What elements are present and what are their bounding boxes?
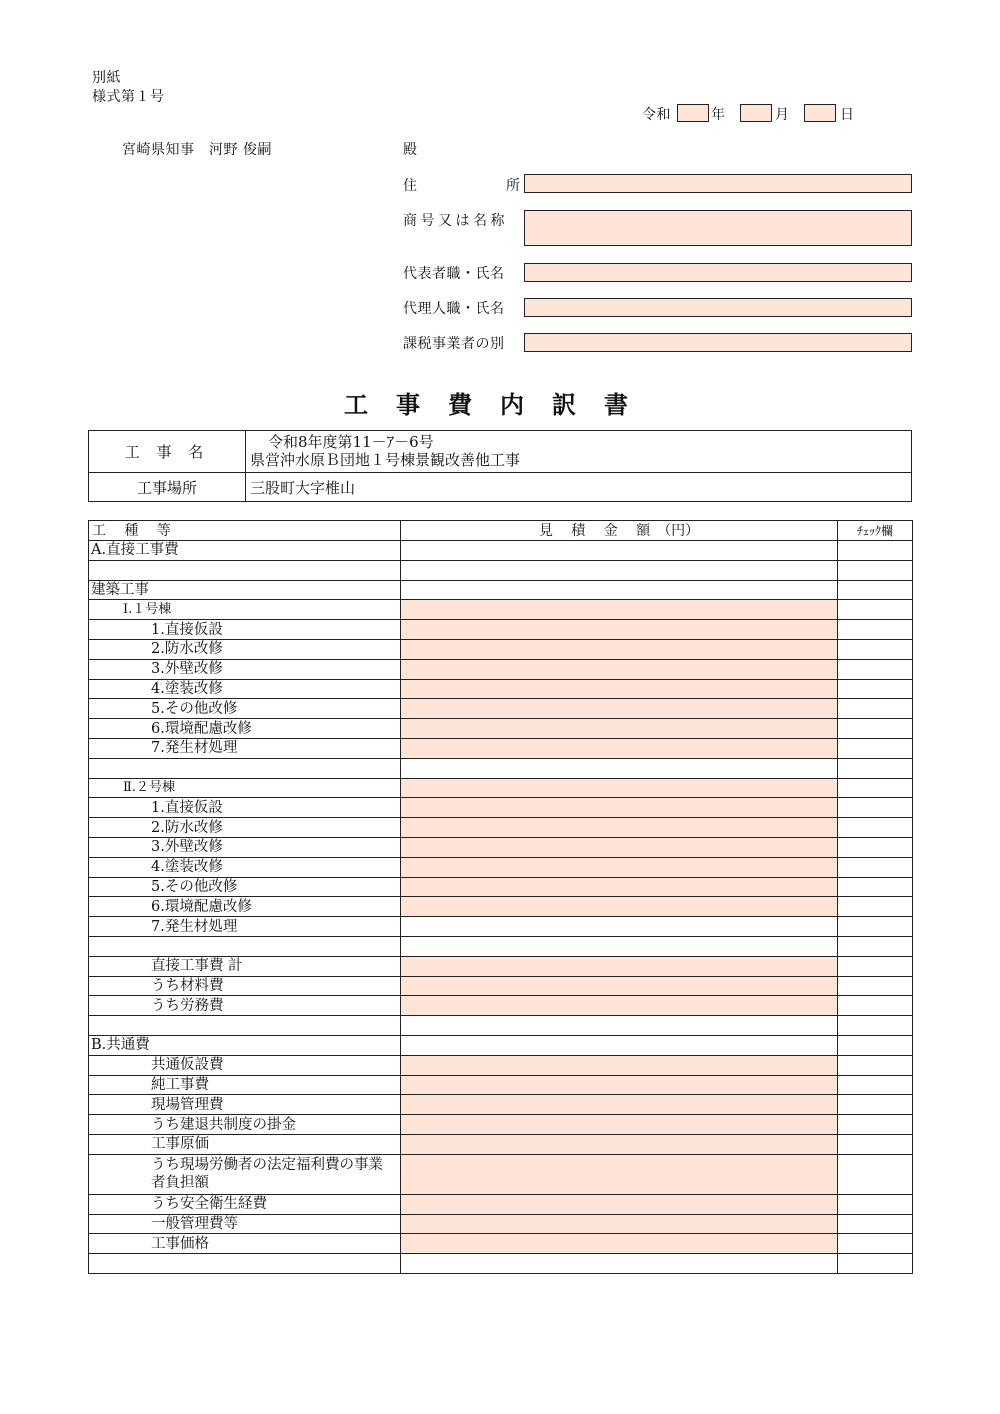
amount-input	[401, 560, 838, 580]
page-title: 工事費内訳書	[344, 390, 656, 419]
row-label: 4.塗装改修	[89, 857, 401, 877]
tax-status-input[interactable]	[524, 333, 912, 352]
check-cell	[838, 936, 913, 956]
form-number: 様式第１号	[92, 89, 165, 105]
check-cell	[838, 738, 913, 758]
check-cell	[838, 639, 913, 659]
amount-input[interactable]	[401, 600, 838, 620]
representative-input[interactable]	[524, 263, 912, 282]
amount-input[interactable]	[401, 818, 838, 838]
check-cell	[838, 877, 913, 897]
amount-input[interactable]	[401, 1095, 838, 1115]
row-label: 3.外壁改修	[89, 659, 401, 679]
check-cell	[838, 1254, 913, 1274]
check-cell	[838, 719, 913, 739]
table-row	[89, 857, 913, 877]
table-row	[89, 738, 913, 758]
amount-input[interactable]	[401, 897, 838, 917]
cost-breakdown-table	[88, 520, 913, 1274]
company-name-label: 商号又は名称	[403, 213, 508, 229]
check-cell	[838, 857, 913, 877]
check-cell	[838, 600, 913, 620]
amount-input[interactable]	[401, 976, 838, 996]
row-label	[89, 936, 401, 956]
amount-input[interactable]	[401, 778, 838, 798]
amount-input[interactable]	[401, 857, 838, 877]
company-name-input[interactable]	[524, 210, 912, 246]
tax-status-label: 課税事業者の別	[403, 336, 505, 352]
row-label: 4.塗装改修	[89, 679, 401, 699]
table-row	[89, 818, 913, 838]
table-row	[89, 956, 913, 976]
row-label: 1.直接仮設	[89, 620, 401, 640]
honorific: 殿	[403, 142, 418, 158]
amount-input[interactable]	[401, 996, 838, 1016]
amount-input[interactable]	[401, 956, 838, 976]
row-label: 建築工事	[89, 580, 401, 600]
table-row	[89, 976, 913, 996]
row-label: 7.発生材処理	[89, 738, 401, 758]
check-cell	[838, 1194, 913, 1214]
row-label: うち安全衛生経費	[89, 1194, 401, 1214]
address-label-b: 所	[506, 178, 521, 194]
row-label	[89, 758, 401, 778]
row-label: 現場管理費	[89, 1095, 401, 1115]
amount-input[interactable]	[401, 659, 838, 679]
amount-input[interactable]	[401, 1154, 838, 1194]
row-label	[89, 1254, 401, 1274]
row-label: B.共通費	[89, 1035, 401, 1055]
address-label-a: 住	[403, 178, 418, 194]
project-place-value: 三股町大字椎山	[246, 473, 912, 502]
row-label: 5.その他改修	[89, 877, 401, 897]
table-row	[89, 778, 913, 798]
row-label: うち労務費	[89, 996, 401, 1016]
check-cell	[838, 1075, 913, 1095]
check-cell	[838, 1115, 913, 1135]
check-cell	[838, 1214, 913, 1234]
check-cell	[838, 798, 913, 818]
table-row	[89, 1194, 913, 1214]
amount-input	[401, 1254, 838, 1274]
table-row	[89, 560, 913, 580]
check-cell	[838, 1134, 913, 1154]
row-label: Ⅱ.２号棟	[89, 778, 401, 798]
row-label: 純工事費	[89, 1075, 401, 1095]
date-era: 令和	[642, 107, 671, 123]
check-cell	[838, 560, 913, 580]
table-row	[89, 996, 913, 1016]
col-header-amount: 見 積 金 額 （円）	[401, 521, 838, 541]
table-row	[89, 600, 913, 620]
table-row	[89, 659, 913, 679]
table-row	[89, 679, 913, 699]
row-label: 2.防水改修	[89, 639, 401, 659]
check-cell	[838, 1154, 913, 1194]
table-row	[89, 1115, 913, 1135]
amount-input[interactable]	[401, 620, 838, 640]
table-row	[89, 1234, 913, 1254]
check-cell	[838, 659, 913, 679]
check-cell	[838, 976, 913, 996]
amount-input	[401, 1035, 838, 1055]
amount-input[interactable]	[401, 679, 838, 699]
check-cell	[838, 758, 913, 778]
check-cell	[838, 1095, 913, 1115]
table-row	[89, 917, 913, 937]
date-day-label: 日	[840, 107, 855, 123]
table-row	[89, 1254, 913, 1274]
table-row	[89, 1055, 913, 1075]
project-info-table	[88, 430, 912, 502]
table-row	[89, 719, 913, 739]
row-label: うち建退共制度の掛金	[89, 1115, 401, 1135]
row-label: 直接工事費 計	[89, 956, 401, 976]
row-label: Ⅰ.１号棟	[89, 600, 401, 620]
row-label: A.直接工事費	[89, 541, 401, 561]
table-header-row	[89, 521, 913, 541]
check-cell	[838, 778, 913, 798]
check-cell	[838, 897, 913, 917]
amount-input[interactable]	[401, 1234, 838, 1254]
amount-input	[401, 758, 838, 778]
table-row	[89, 758, 913, 778]
table-row	[89, 798, 913, 818]
table-row	[89, 699, 913, 719]
table-row	[89, 541, 913, 561]
table-row	[89, 580, 913, 600]
amount-input[interactable]	[401, 837, 838, 857]
amount-input	[401, 1016, 838, 1036]
check-cell	[838, 818, 913, 838]
table-row	[89, 620, 913, 640]
table-row	[89, 936, 913, 956]
check-cell	[838, 1234, 913, 1254]
amount-input[interactable]	[401, 639, 838, 659]
date-year-label: 年	[711, 107, 726, 123]
table-row	[89, 639, 913, 659]
row-label: 6.環境配慮改修	[89, 897, 401, 917]
amount-input[interactable]	[401, 738, 838, 758]
amount-input	[401, 580, 838, 600]
row-label: 2.防水改修	[89, 818, 401, 838]
row-label: 工事価格	[89, 1234, 401, 1254]
row-label: 一般管理費等	[89, 1214, 401, 1234]
row-label: うち現場労働者の法定福利費の事業者負担額	[89, 1154, 401, 1194]
amount-input[interactable]	[401, 1075, 838, 1095]
col-header-item: 工 種 等	[89, 521, 401, 541]
row-label	[89, 1016, 401, 1036]
amount-input[interactable]	[401, 877, 838, 897]
amount-input[interactable]	[401, 719, 838, 739]
check-cell	[838, 580, 913, 600]
table-row	[89, 1075, 913, 1095]
amount-input[interactable]	[401, 1055, 838, 1075]
project-name-line2: 県営沖水原Ｂ団地１号棟景観改善他工事	[250, 451, 521, 469]
row-label: 1.直接仮設	[89, 798, 401, 818]
row-label: 6.環境配慮改修	[89, 719, 401, 739]
check-cell	[838, 1035, 913, 1055]
address-input[interactable]	[524, 174, 912, 193]
project-name-cell	[246, 431, 912, 473]
table-row	[89, 1154, 913, 1194]
table-row	[89, 1095, 913, 1115]
row-label: 7.発生材処理	[89, 917, 401, 937]
month-input[interactable]	[740, 104, 772, 122]
day-input[interactable]	[804, 104, 836, 122]
amount-input	[401, 917, 838, 937]
check-cell	[838, 1055, 913, 1075]
row-label: 3.外壁改修	[89, 837, 401, 857]
amount-input[interactable]	[401, 1194, 838, 1214]
table-row	[89, 1035, 913, 1055]
row-label: 共通仮設費	[89, 1055, 401, 1075]
year-input[interactable]	[677, 104, 709, 122]
project-name-label: 工 事 名	[89, 431, 246, 473]
table-row	[89, 1134, 913, 1154]
check-cell	[838, 679, 913, 699]
check-cell	[838, 620, 913, 640]
amount-input[interactable]	[401, 699, 838, 719]
amount-input[interactable]	[401, 1134, 838, 1154]
check-cell	[838, 541, 913, 561]
amount-input	[401, 541, 838, 561]
table-row	[89, 877, 913, 897]
check-cell	[838, 699, 913, 719]
check-cell	[838, 1016, 913, 1036]
col-header-check: ﾁｪｯｸ欄	[838, 521, 913, 541]
addressee: 宮崎県知事 河野 俊嗣	[122, 142, 272, 158]
attachment-label: 別紙	[92, 70, 121, 86]
table-row	[89, 1016, 913, 1036]
row-label: 5.その他改修	[89, 699, 401, 719]
amount-input[interactable]	[401, 1115, 838, 1135]
table-row	[89, 837, 913, 857]
date-month-label: 月	[775, 107, 790, 123]
project-name-line1: 令和8年度第11－ｱ－6号	[268, 433, 434, 451]
row-label: 工事原価	[89, 1134, 401, 1154]
check-cell	[838, 956, 913, 976]
agent-input[interactable]	[524, 298, 912, 317]
project-place-label: 工事場所	[89, 473, 246, 502]
check-cell	[838, 917, 913, 937]
table-row	[89, 897, 913, 917]
amount-input	[401, 936, 838, 956]
agent-label: 代理人職・氏名	[403, 301, 505, 317]
table-row	[89, 1214, 913, 1234]
amount-input[interactable]	[401, 1214, 838, 1234]
row-label: うち材料費	[89, 976, 401, 996]
check-cell	[838, 996, 913, 1016]
amount-input[interactable]	[401, 798, 838, 818]
row-label	[89, 560, 401, 580]
representative-label: 代表者職・氏名	[403, 266, 505, 282]
check-cell	[838, 837, 913, 857]
